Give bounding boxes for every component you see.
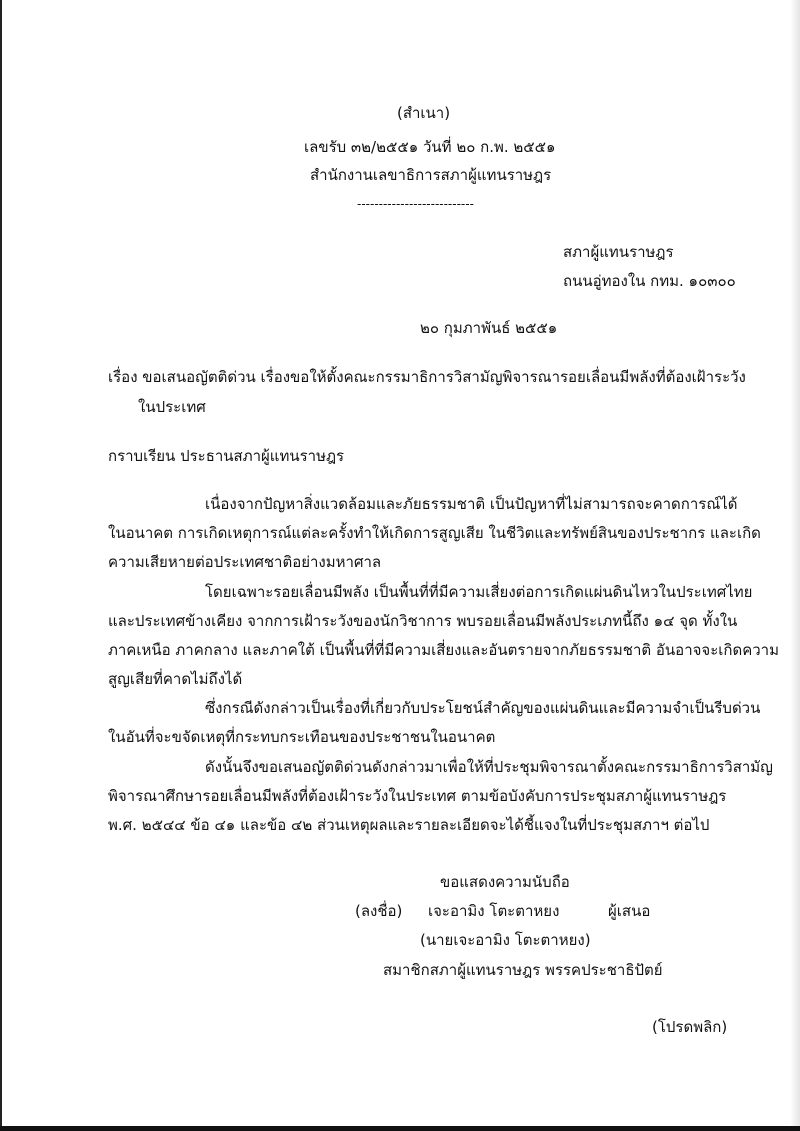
scan-bottom-edge bbox=[0, 1126, 800, 1131]
header-divider: --------------------------- bbox=[357, 197, 474, 211]
paragraph-2-line-4: สูญเสียที่คาดไม่ถึงได้ bbox=[108, 670, 243, 688]
turn-over-note: (โปรดพลิก) bbox=[652, 1018, 728, 1036]
salutation: กราบเรียน ประธานสภาผู้แทนราษฎร bbox=[108, 447, 345, 465]
paragraph-4-line-3: พ.ศ. ๒๕๔๔ ข้อ ๔๑ และข้อ ๔๒ ส่วนเหตุผลและรายละเอียดจะได้ชี้แจงในที่ประชุมสภาฯ ต่อไป bbox=[108, 816, 710, 834]
paragraph-1-line-3: ความเสียหายต่อประเทศชาติอย่างมหาศาล bbox=[108, 553, 382, 571]
scan-left-edge bbox=[0, 0, 2, 1131]
member-position: สมาชิกสภาผู้แทนราษฎร พรรคประชาธิปัตย์ bbox=[383, 961, 663, 979]
paragraph-3-line-2: ในอันที่จะขจัดเหตุที่กระทบกระเทือนของประชาชนในอนาคต bbox=[108, 728, 496, 746]
paragraph-4-line-2: พิจารณาศึกษารอยเลื่อนมีพลังที่ต้องเฝ้าระวังในประเทศ ตามข้อบังคับการประชุมสภาผู้แทนราษฎร bbox=[108, 787, 727, 805]
paragraph-1-line-1: เนื่องจากปัญหาสิ่งแวดล้อมและภัยธรรมชาติ เป็นปัญหาที่ไม่สามารถจะคาดการณ์ได้ bbox=[205, 495, 738, 513]
subject-line-2: ในประเทศ bbox=[138, 398, 206, 416]
receipt-line: เลขรับ ๓๒/๒๕๕๑ วันที่ ๒๐ ก.พ. ๒๕๕๑ bbox=[304, 138, 556, 156]
signed-name: เจะอามิง โตะตาหยง bbox=[428, 902, 560, 920]
paragraph-2-line-2: และประเทศข้างเคียง จากการเฝ้าระวังของนักวิชาการ พบรอยเลื่อนมีพลังประเภทนี้ถึง ๑๔ จุด ทั้งใน bbox=[108, 612, 738, 630]
address-line-2: ถนนอู่ทองใน กทม. ๑๐๓๐๐ bbox=[563, 272, 736, 290]
printed-name: (นายเจะอามิง โตะตาหยง) bbox=[420, 931, 591, 949]
sign-label: (ลงชื่อ) bbox=[355, 902, 403, 920]
paragraph-2-line-1: โดยเฉพาะรอยเลื่อนมีพลัง เป็นพื้นที่ที่มีความเสี่ยงต่อการเกิดแผ่นดินไหวในประเทศไทย bbox=[205, 583, 753, 601]
scan-right-shadow bbox=[790, 0, 800, 1126]
paragraph-3-line-1: ซึ่งกรณีดังกล่าวเป็นเรื่องที่เกี่ยวกับประโยชน์สำคัญของแผ่นดินและมีความจำเป็นรีบด่วน bbox=[205, 699, 761, 717]
proposer-role: ผู้เสนอ bbox=[608, 902, 651, 920]
office-name: สำนักงานเลขาธิการสภาผู้แทนราษฎร bbox=[310, 166, 552, 184]
subject-line-1: เรื่อง ขอเสนอญัตติด่วน เรื่องขอให้ตั้งคณะกรรมาธิการวิสามัญพิจารณารอยเลื่อนมีพลังที่ต้องเฝ้าระวัง bbox=[108, 368, 746, 386]
paragraph-2-line-3: ภาคเหนือ ภาคกลาง และภาคใต้ เป็นพื้นที่ที่มีความเสี่ยงและอันตรายจากภัยธรรมชาติ อันอาจจะเกิดความ bbox=[108, 641, 779, 659]
paragraph-1-line-2: ในอนาคต การเกิดเหตุการณ์แต่ละครั้งทำให้เกิดการสูญเสีย ในชีวิตและทรัพย์สินของประชากร และเกิด bbox=[108, 524, 761, 542]
letter-date: ๒๐ กุมภาพันธ์ ๒๕๕๑ bbox=[420, 319, 558, 337]
copy-label: (สำเนา) bbox=[397, 104, 451, 122]
closing-phrase: ขอแสดงความนับถือ bbox=[440, 873, 570, 891]
address-line-1: สภาผู้แทนราษฎร bbox=[563, 243, 674, 261]
paragraph-4-line-1: ดังนั้นจึงขอเสนอญัตติด่วนดังกล่าวมาเพื่อให้ที่ประชุมพิจารณาตั้งคณะกรรมาธิการวิสามัญ bbox=[205, 758, 773, 776]
